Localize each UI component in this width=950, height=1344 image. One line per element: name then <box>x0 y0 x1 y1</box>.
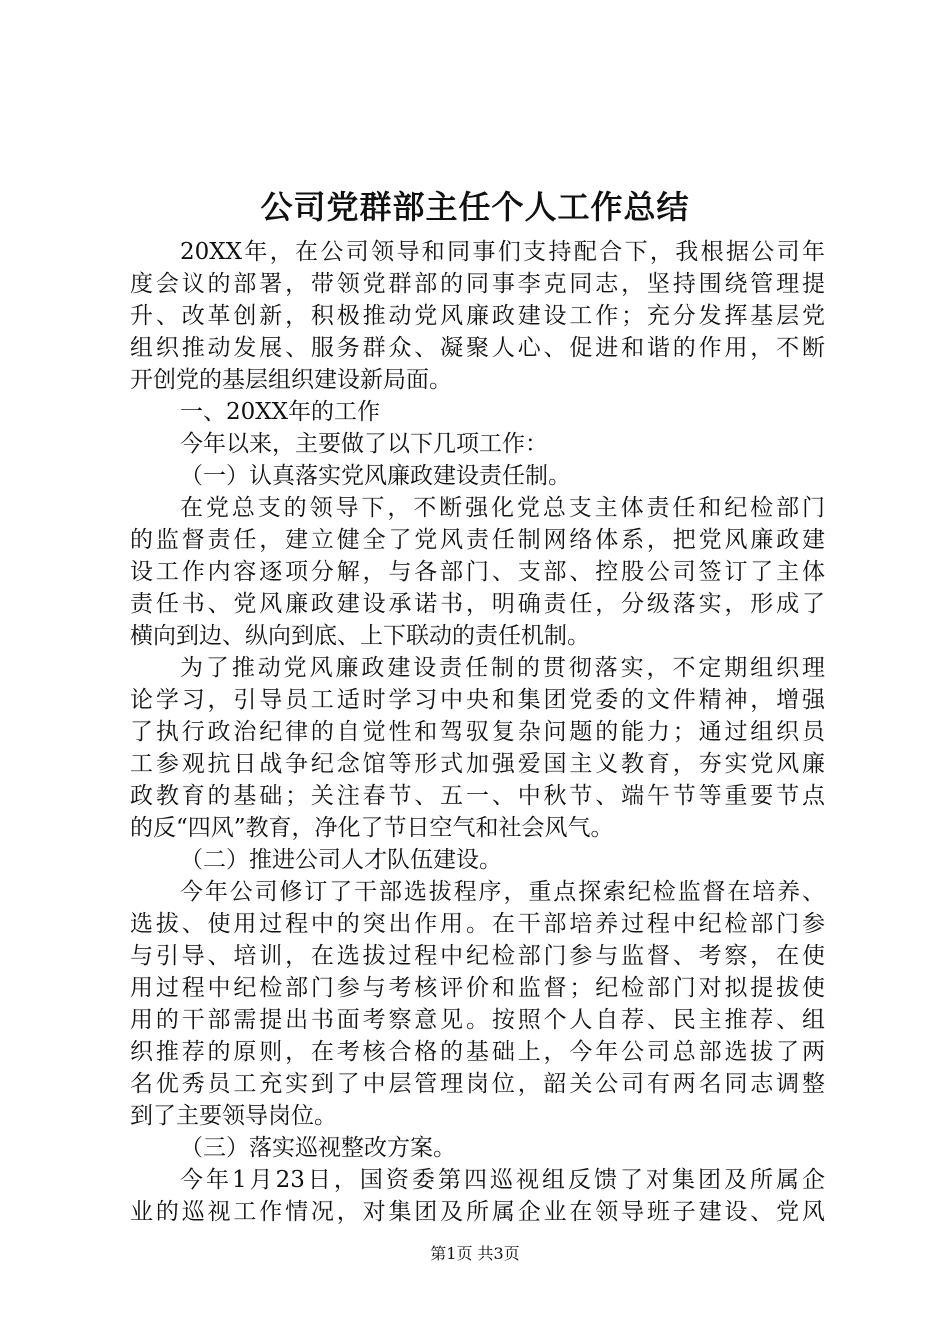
body-line: 一、20XX年的工作 <box>180 399 381 425</box>
body-line: 用过程中纪检部门参与考核评价和监督；纪检部门对拟提拔使 <box>130 975 825 1001</box>
body-line: 今年以来，主要做了以下几项工作： <box>180 431 548 457</box>
body-line: 的监督责任，建立健全了党风责任制网络体系，把党风廉政建 <box>130 527 825 553</box>
body-line: 选拔、使用过程中的突出作用。在干部培养过程中纪检部门参 <box>130 911 825 937</box>
document-body <box>130 236 825 1228</box>
body-line: 与引导、培训，在选拔过程中纪检部门参与监督、考察，在使 <box>130 943 825 969</box>
body-line: 业的巡视工作情况，对集团及所属企业在领导班子建设、党风 <box>130 1199 825 1225</box>
body-line: 今年公司修订了干部选拔程序，重点探索纪检监督在培养、 <box>180 879 825 905</box>
body-line: 名优秀员工充实到了中层管理岗位，韶关公司有两名同志调整 <box>130 1071 825 1097</box>
body-line: 今年1月23日，国资委第四巡视组反馈了对集团及所属企 <box>180 1167 825 1193</box>
document-title: 公司党群部主任个人工作总结 <box>260 188 690 226</box>
body-line: 责任书、党风廉政建设承诺书，明确责任，分级落实，形成了 <box>130 591 825 617</box>
body-line: 20XX年，在公司领导和同事们支持配合下，我根据公司年 <box>180 239 825 265</box>
body-line: （一）认真落实党风廉政建设责任制。 <box>180 463 571 489</box>
body-line: 在党总支的领导下，不断强化党总支主体责任和纪检部门 <box>180 495 825 521</box>
body-line: （三）落实巡视整改方案。 <box>180 1135 456 1161</box>
body-line: 度会议的部署，带领党群部的同事李克同志，坚持围绕管理提 <box>130 271 825 297</box>
body-line: 用的干部需提出书面考察意见。按照个人自荐、民主推荐、组 <box>130 1007 825 1033</box>
body-line: 工参观抗日战争纪念馆等形式加强爱国主义教育，夯实党风廉 <box>130 751 825 777</box>
body-line: 到了主要领导岗位。 <box>130 1103 337 1129</box>
body-line: 设工作内容逐项分解，与各部门、支部、控股公司签订了主体 <box>130 559 825 585</box>
body-line: 开创党的基层组织建设新局面。 <box>130 367 452 393</box>
body-line: 政教育的基础；关注春节、五一、中秋节、端午节等重要节点 <box>130 783 825 809</box>
page-footer: 第1页 共3页 <box>430 1244 520 1263</box>
body-line: 为了推动党风廉政建设责任制的贯彻落实，不定期组织理 <box>180 655 825 681</box>
body-line: 的反“四风”教育，净化了节日空气和社会风气。 <box>130 815 614 841</box>
body-line: 升、改革创新，积极推动党风廉政建设工作；充分发挥基层党 <box>130 303 825 329</box>
body-line: 论学习，引导员工适时学习中央和集团党委的文件精神，增强 <box>130 687 825 713</box>
body-line: 了执行政治纪律的自觉性和驾驭复杂问题的能力；通过组织员 <box>130 719 825 745</box>
body-line: 织推荐的原则，在考核合格的基础上，今年公司总部选拔了两 <box>130 1039 825 1065</box>
body-line: 横向到边、纵向到底、上下联动的责任机制。 <box>130 623 590 649</box>
body-line: 组织推动发展、服务群众、凝聚人心、促进和谐的作用，不断 <box>130 335 825 361</box>
body-line: （二）推进公司人才队伍建设。 <box>180 847 502 873</box>
